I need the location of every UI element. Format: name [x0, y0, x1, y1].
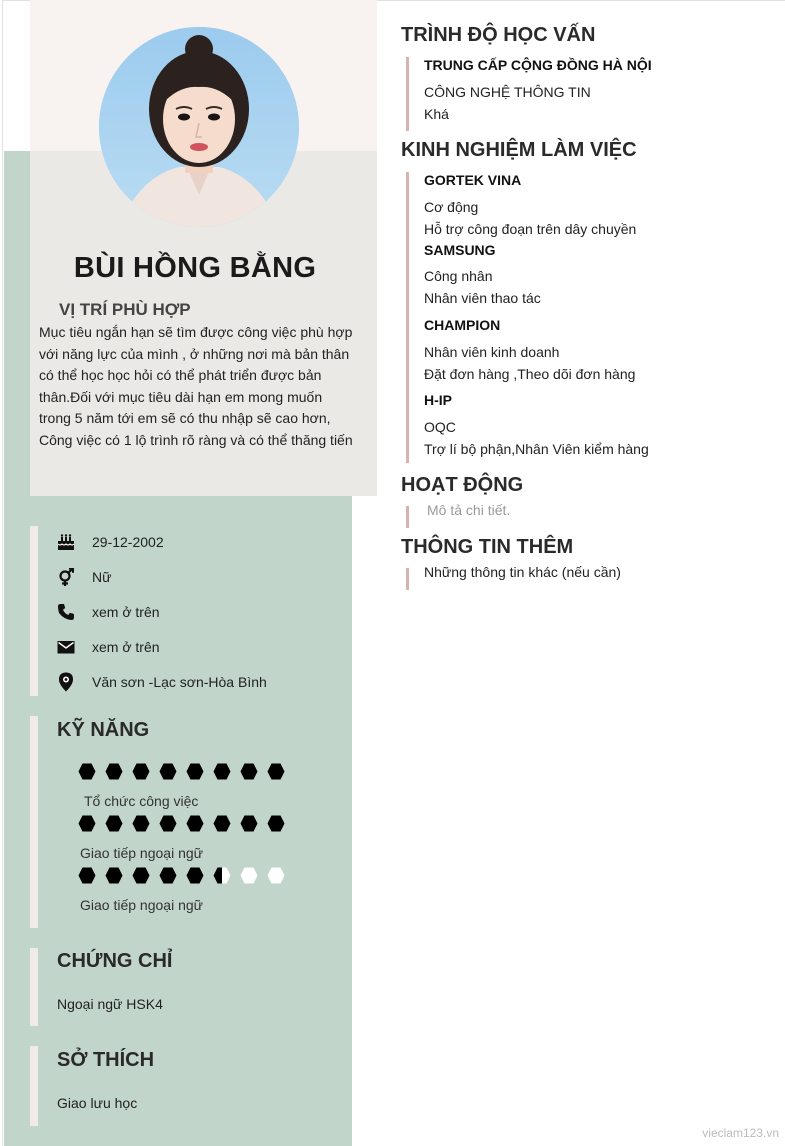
address-text: Văn sơn -Lạc sơn-Hòa Bình — [92, 674, 267, 690]
gender-row — [56, 565, 112, 589]
job-role: OQC — [424, 419, 456, 435]
skill-hexagon — [186, 763, 204, 780]
job-description: Đặt đơn hàng ,Theo dõi đơn hàng — [424, 366, 636, 382]
skill-hexagon — [240, 763, 258, 780]
grade-text: Khá — [424, 106, 449, 122]
major-text: CÔNG NGHỆ THÔNG TIN — [424, 84, 591, 100]
hobbies-section — [30, 1046, 350, 1126]
job-role: Nhân viên kinh doanh — [424, 344, 560, 360]
phone-icon — [56, 602, 76, 622]
job-description: Trợ lí bộ phận,Nhân Viên kiểm hàng — [424, 441, 649, 457]
company-name: SAMSUNG — [424, 242, 496, 258]
skill-hexagon — [132, 867, 150, 884]
skill-hexagon — [105, 763, 123, 780]
avatar[interactable] — [99, 27, 299, 227]
skill-hexagon — [159, 815, 177, 832]
skill-hexagon — [213, 815, 231, 832]
candidate-name: BÙI HỒNG BẰNG — [73, 252, 317, 284]
cake-icon — [56, 532, 76, 552]
experience-accent-bar — [406, 172, 409, 463]
job-description: Nhân viên thao tác — [424, 290, 541, 306]
additional-info-text: Những thông tin khác (nếu cần) — [424, 564, 621, 580]
phone-row — [56, 600, 160, 624]
email-row — [56, 635, 160, 659]
skill-hexagon — [132, 763, 150, 780]
job-role: Cơ động — [424, 199, 479, 215]
contact-info-section — [30, 526, 350, 696]
skill-hexagon — [267, 815, 285, 832]
skill-hexagon — [213, 867, 231, 884]
birthday-text: 29-12-2002 — [92, 534, 164, 550]
phone-text: xem ở trên — [92, 604, 160, 620]
skill-hexagon — [105, 815, 123, 832]
career-objective: Mục tiêu ngắn hạn sẽ tìm được công việc phù hợp với năng lực của mình , ở những nơi mà bản thân có thể học học hỏi có thể phát triển được bản thân.Đối với mục tiêu dài hạn em mong muốn trong 5 năm tới em sẽ có thu nhập sẽ cao hơn, Công việc có 1 lộ trình rõ ràng và có thể thăng tiến — [39, 324, 353, 448]
avatar-photo — [99, 27, 299, 227]
position-title: VỊ TRÍ PHÙ HỢP — [59, 300, 191, 319]
skill-hexagon — [240, 867, 258, 884]
skills-section — [30, 716, 350, 928]
mail-icon — [56, 637, 76, 657]
company-name: CHAMPION — [424, 317, 501, 333]
skill-hexagon — [267, 867, 285, 884]
address-row — [56, 670, 267, 694]
gender-text: Nữ — [92, 569, 112, 585]
skill-hexagon — [186, 815, 204, 832]
skill-hexagon — [78, 815, 96, 832]
location-icon — [56, 672, 76, 692]
skill-hexagon — [132, 815, 150, 832]
skill-hexagon — [159, 867, 177, 884]
skill-hexagon — [186, 867, 204, 884]
certificates-heading: CHỨNG CHỈ — [57, 950, 173, 972]
activities-accent-bar — [406, 506, 409, 528]
skill-name: Giao tiếp ngoại ngữ — [80, 845, 204, 861]
activities-placeholder[interactable]: Mô tả chi tiết. — [427, 502, 511, 518]
company-name: GORTEK VINA — [424, 172, 522, 188]
education-heading: TRÌNH ĐỘ HỌC VẤN — [401, 24, 596, 46]
school-name: TRUNG CẤP CỘNG ĐỒNG HÀ NỘI — [424, 57, 652, 73]
skill-hexagon — [78, 867, 96, 884]
skills-heading: KỸ NĂNG — [57, 719, 150, 741]
skill-hexagon — [267, 763, 285, 780]
hobbies-heading: SỞ THÍCH — [57, 1049, 155, 1071]
skill-name: Tổ chức công việc — [84, 793, 199, 809]
company-name: H-IP — [424, 392, 452, 408]
education-accent-bar — [406, 57, 409, 131]
activities-heading: HOẠT ĐỘNG — [401, 474, 524, 496]
job-role: Công nhân — [424, 268, 493, 284]
job-description: Hỗ trợ công đoạn trên dây chuyền — [424, 221, 637, 237]
additional-info-heading: THÔNG TIN THÊM — [401, 536, 574, 558]
skill-hexagon — [240, 815, 258, 832]
gender-icon — [56, 567, 76, 587]
skill-hexagon — [78, 763, 96, 780]
watermark: vieclam123.vn — [702, 1126, 779, 1140]
skill-hexagon — [213, 763, 231, 780]
skill-hexagon — [105, 867, 123, 884]
skill-hexagon — [159, 763, 177, 780]
experience-heading: KINH NGHIỆM LÀM VIỆC — [401, 139, 637, 161]
skill-name: Giao tiếp ngoại ngữ — [80, 897, 204, 913]
email-text: xem ở trên — [92, 639, 160, 655]
certificate-text: Ngoại ngữ HSK4 — [57, 996, 163, 1012]
certificates-section — [30, 948, 350, 1026]
hobby-text: Giao lưu học — [57, 1095, 138, 1111]
additional-accent-bar — [406, 568, 409, 590]
birthday-row — [56, 530, 164, 554]
